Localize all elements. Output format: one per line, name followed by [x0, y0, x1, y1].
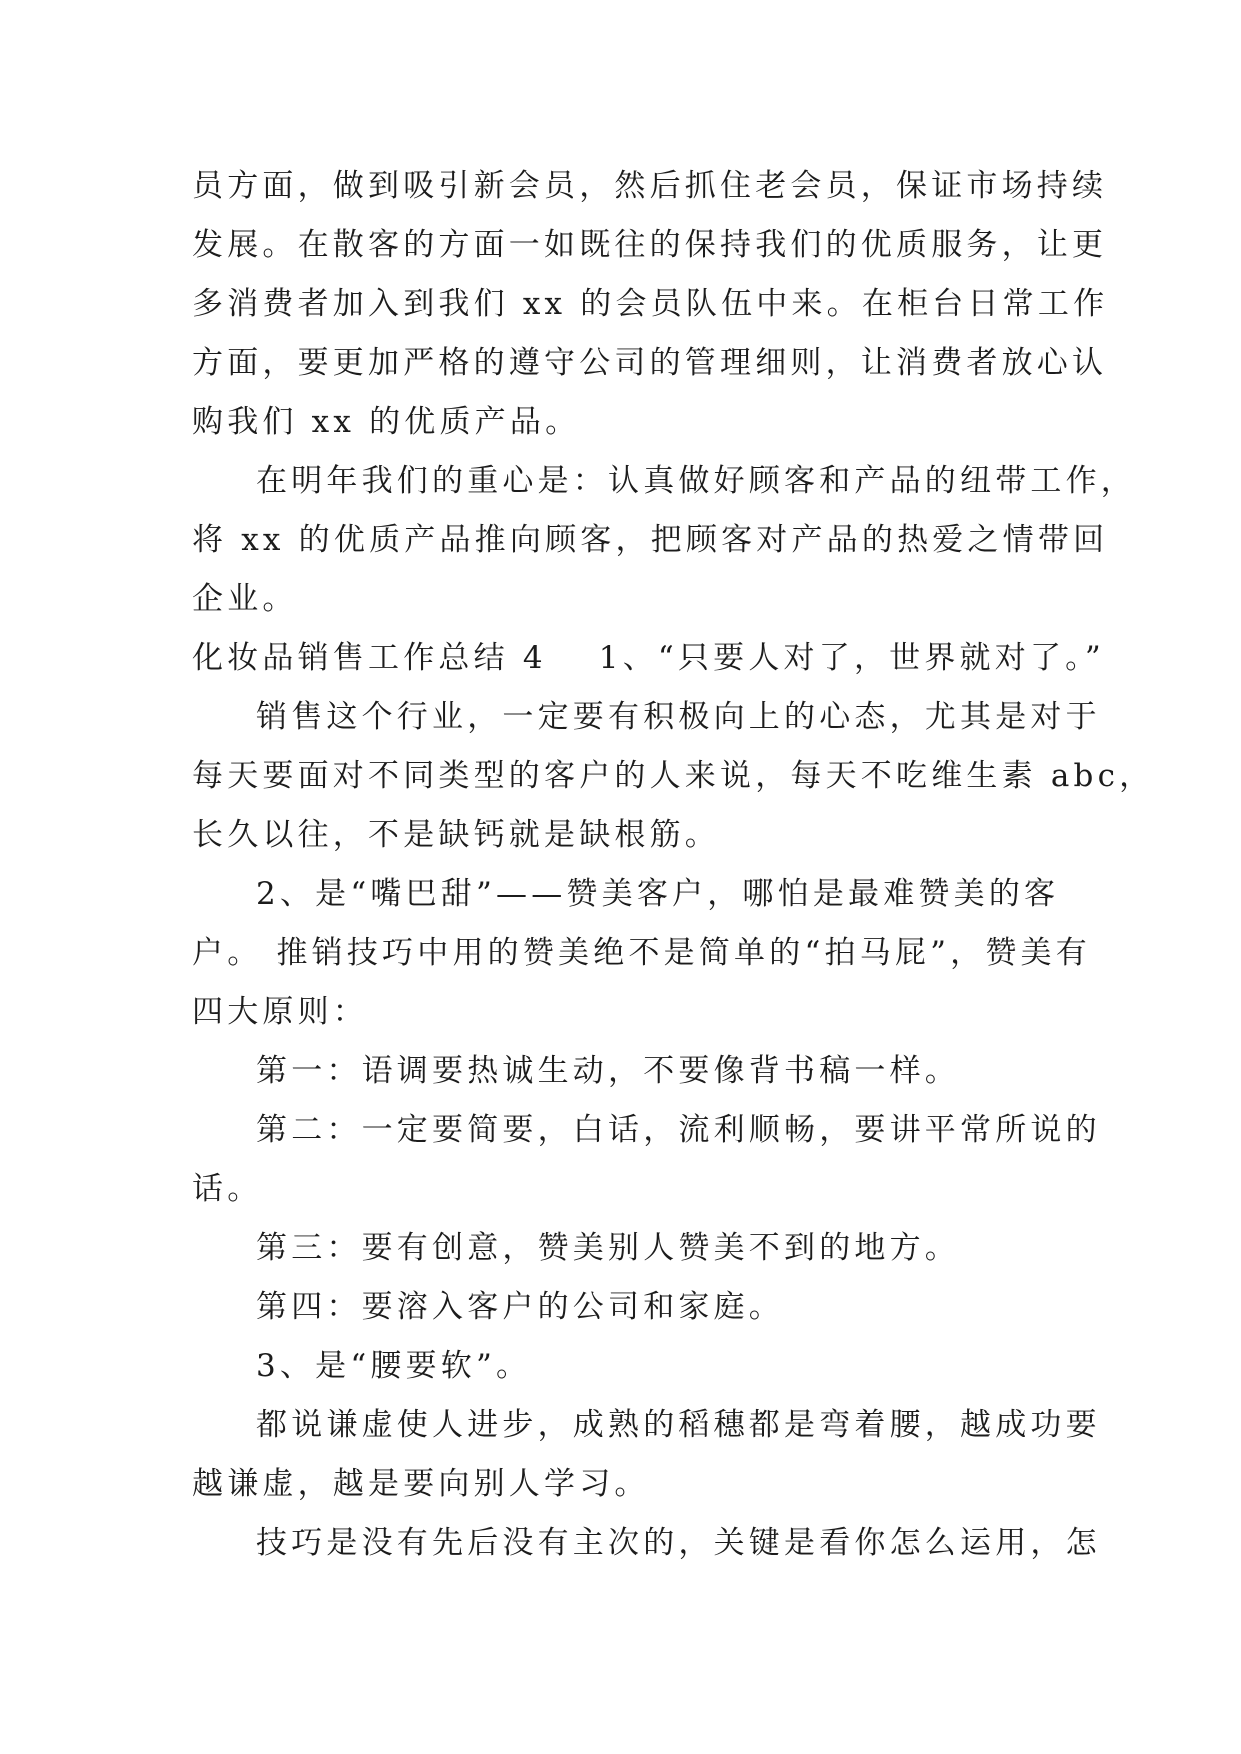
text-line: 越谦虚，越是要向别人学习。	[192, 1466, 650, 1502]
paragraph-first-line: 销售这个行业，一定要有积极向上的心态，尤其是对于	[256, 699, 1101, 735]
text-line: 户。 推销技巧中用的赞美绝不是简单的“拍马屁”，赞美有	[192, 935, 1091, 971]
paragraph-first-line: 2、是“嘴巴甜”——赞美客户，哪怕是最难赞美的客	[256, 876, 1060, 912]
paragraph-first-line: 技巧是没有先后没有主次的，关键是看你怎么运用，怎	[256, 1525, 1101, 1561]
text-line: 将 xx 的优质产品推向顾客，把顾客对产品的热爱之情带回	[192, 522, 1109, 558]
paragraph-first-line: 在明年我们的重心是：认真做好顾客和产品的纽带工作，	[256, 463, 1136, 499]
text-line: 发展。在散客的方面一如既往的保持我们的优质服务，让更	[192, 227, 1108, 263]
text-line: 话。	[192, 1171, 263, 1207]
principle-3: 第三：要有创意，赞美别人赞美不到的地方。	[256, 1230, 960, 1266]
point-3-title: 3、是“腰要软”。	[256, 1348, 532, 1384]
text-line: 多消费者加入到我们 xx 的会员队伍中来。在柜台日常工作	[192, 286, 1109, 322]
paragraph-first-line: 都说谦虚使人进步，成熟的稻穗都是弯着腰，越成功要	[256, 1407, 1101, 1443]
section-heading: 化妆品销售工作总结 4	[192, 640, 547, 676]
point-1-title: 1、“只要人对了，世界就对了。”	[598, 640, 1105, 676]
text-line: 方面，要更加严格的遵守公司的管理细则，让消费者放心认	[192, 345, 1108, 381]
text-line: 企业。	[192, 581, 298, 617]
text-line: 购我们 xx 的优质产品。	[192, 404, 581, 440]
text-line: 员方面，做到吸引新会员，然后抓住老会员，保证市场持续	[192, 168, 1108, 204]
text-line: 四大原则：	[192, 994, 368, 1030]
principle-4: 第四：要溶入客户的公司和家庭。	[256, 1289, 784, 1325]
text-line: 长久以往，不是缺钙就是缺根筋。	[192, 817, 720, 853]
principle-1: 第一：语调要热诚生动，不要像背书稿一样。	[256, 1053, 960, 1089]
section-heading-line	[192, 626, 1105, 690]
principle-2: 第二：一定要简要，白话，流利顺畅，要讲平常所说的	[256, 1112, 1101, 1148]
text-line: 每天要面对不同类型的客户的人来说，每天不吃维生素 abc，	[192, 758, 1155, 794]
